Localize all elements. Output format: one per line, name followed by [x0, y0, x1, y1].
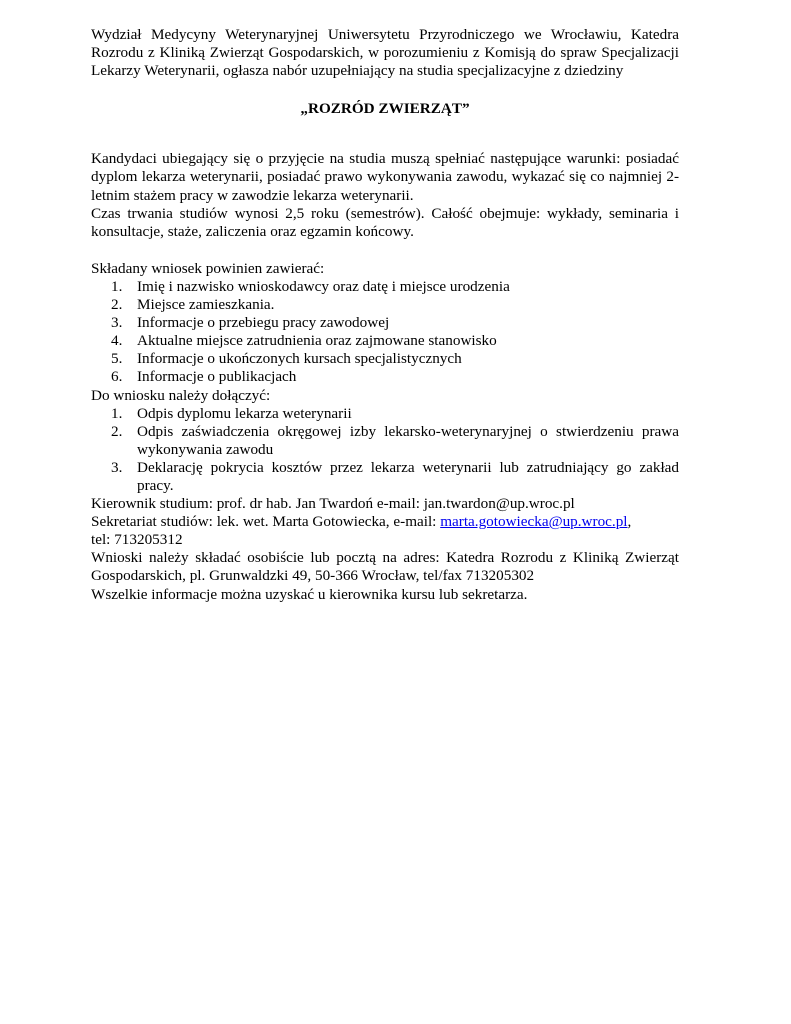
phone-contact: tel: 713205312 — [91, 531, 183, 549]
list-item — [91, 314, 679, 332]
requirements-paragraph: Kandydaci ubiegający się o przyjęcie na studia muszą spełniać następujące warunki: posiadać dyplom lekarza weterynarii, posiadać prawo wykonywania zawodu, wykazać się co najmniej 2-letnim stażem pracy w zawodzie lekarza weterynarii. — [91, 150, 679, 204]
list-item — [91, 332, 679, 350]
intro-paragraph: Wydział Medycyny Weterynaryjnej Uniwersytetu Przyrodniczego we Wrocławiu, Katedra Rozrodu z Kliniką Zwierząt Gospodarskich, w porozumieniu z Komisją do spraw Specjalizacji Lekarzy Weterynarii, ogłasza nabór uzupełniający na studia specjalizacyjne z dziedziny — [91, 26, 679, 80]
list-item — [91, 278, 679, 296]
spacer — [91, 241, 679, 260]
list-number: 4. — [111, 332, 123, 350]
list-number: 5. — [111, 350, 123, 368]
director-contact: Kierownik studium: prof. dr hab. Jan Twardoń e-mail: jan.twardon@up.wroc.pl — [91, 495, 575, 513]
list-item — [91, 459, 679, 495]
document-page — [91, 26, 679, 604]
secretariat-prefix: Sekretariat studiów: lek. wet. Marta Gotowiecka, e-mail: — [91, 513, 441, 531]
list-item-text: Odpis zaświadczenia okręgowej izby lekarsko-weterynaryjnej o stwierdzeniu prawa wykonywania zawodu — [137, 422, 679, 458]
list-number: 2. — [111, 296, 123, 314]
attachments-list — [91, 405, 679, 495]
list-item-text: Informacje o ukończonych kursach specjalistycznych — [137, 350, 462, 368]
info-paragraph: Wszelkie informacje można uzyskać u kierownika kursu lub sekretarza. — [91, 585, 528, 603]
list-item — [91, 405, 679, 423]
list-number: 3. — [111, 314, 123, 332]
address-paragraph: Wnioski należy składać osobiście lub pocztą na adres: Katedra Rozrodu z Kliniką Zwierząt Gospodarskich, pl. Grunwaldzki 49, 50-366 Wrocław, tel/fax 713205302 — [91, 549, 679, 585]
application-list — [91, 278, 679, 387]
list-item — [91, 350, 679, 368]
document-title: „ROZRÓD ZWIERZĄT” — [300, 100, 470, 118]
secretariat-contact — [91, 513, 679, 531]
list-item-text: Imię i nazwisko wnioskodawcy oraz datę i miejsce urodzenia — [137, 277, 510, 295]
list-item — [91, 296, 679, 314]
attachments-heading: Do wniosku należy dołączyć: — [91, 386, 271, 404]
list-item-text: Deklarację pokrycia kosztów przez lekarza weterynarii lub zatrudniający go zakład pracy. — [137, 458, 679, 494]
list-item-text: Aktualne miejsce zatrudnienia oraz zajmowane stanowisko — [137, 332, 497, 350]
secretariat-email-link[interactable]: marta.gotowiecka@up.wroc.pl — [440, 513, 628, 531]
list-number: 1. — [111, 404, 123, 422]
list-number: 3. — [111, 458, 123, 476]
spacer — [91, 118, 679, 150]
list-item — [91, 368, 679, 386]
list-item-text: Informacje o publikacjach — [137, 368, 297, 386]
secretariat-suffix: , — [627, 513, 632, 531]
list-number: 2. — [111, 422, 123, 440]
list-number: 6. — [111, 368, 123, 386]
list-item-text: Informacje o przebiegu pracy zawodowej — [137, 314, 390, 332]
list-number: 1. — [111, 277, 123, 295]
list-item — [91, 423, 679, 459]
application-heading: Składany wniosek powinien zawierać: — [91, 259, 325, 277]
list-item-text: Miejsce zamieszkania. — [137, 296, 275, 314]
list-item-text: Odpis dyplomu lekarza weterynarii — [137, 404, 352, 422]
duration-paragraph: Czas trwania studiów wynosi 2,5 roku (semestrów). Całość obejmuje: wykłady, seminaria i konsultacje, staże, zaliczenia oraz egzamin końcowy. — [91, 204, 679, 240]
